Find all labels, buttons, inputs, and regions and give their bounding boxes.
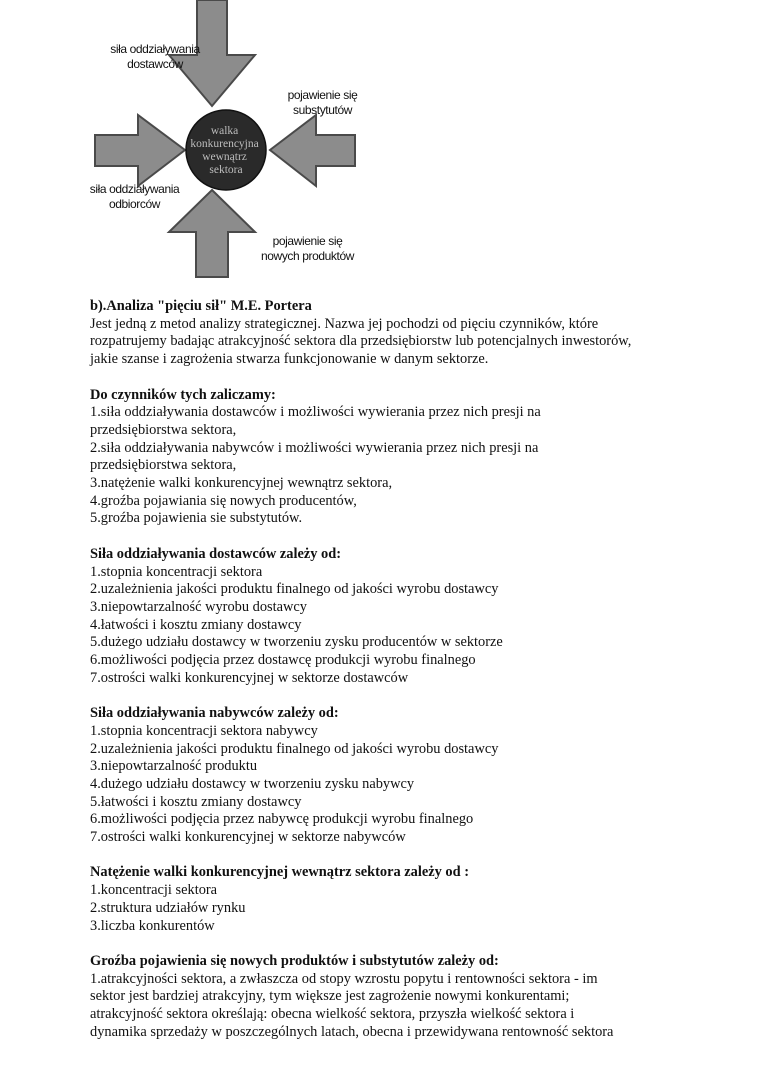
list-item: 2.uzależnienia jakości produktu finalnego od jakości wyrobu dostawcy — [90, 740, 499, 757]
list-item: 6.możliwości podjęcia przez nabywcę produkcji wyrobu finalnego — [90, 811, 474, 828]
center-text-line: walka — [210, 125, 239, 137]
list-item: 1.stopnia koncentracji sektora — [90, 563, 263, 580]
factors-heading: Do czynników tych zaliczamy: — [90, 386, 276, 403]
list-item: 5.groźba pojawienia sie substytutów. — [90, 510, 303, 527]
buyers-heading: Siła oddziaływania nabywców zależy od: — [90, 705, 339, 722]
list-item: 5.łatwości i kosztu zmiany dostawcy — [90, 793, 302, 810]
list-item: 3.niepowtarzalność produktu — [90, 758, 258, 775]
list-item: 7.ostrości walki konkurencyjnej w sektorze nabywców — [90, 829, 406, 846]
list-item: przedsiębiorstwa sektora, — [90, 457, 237, 474]
document-body — [90, 298, 690, 1041]
label-substitutes: pojawienie się substytutów — [287, 88, 358, 117]
rivalry-heading: Natężenie walki konkurencyjnej wewnątrz sektora zależy od : — [90, 864, 470, 881]
paragraph-line: Jest jedną z metod analizy strategicznej. Nazwa jej pochodzi od pięciu czynników, które — [90, 315, 599, 332]
list-item: 2.siła oddziaływania nabywców i możliwości wywierania przez nich presji na — [90, 439, 539, 456]
list-item: 1.siła oddziaływania dostawców i możliwości wywierania przez nich presji na — [90, 404, 541, 421]
list-item: 1.koncentracji sektora — [90, 882, 218, 899]
label-suppliers: siła oddziaływania dostawców — [110, 42, 200, 71]
paragraph-line: jakie szanse i zagrożenia stwarza funkcjonowanie w danym sektorze. — [90, 351, 489, 368]
list-item: 3.niepowtarzalność wyrobu dostawcy — [90, 598, 307, 615]
porter-five-forces-diagram — [80, 0, 380, 285]
list-item: 4.groźba pojawiania się nowych producentów, — [90, 492, 357, 509]
list-item: 1.stopnia koncentracji sektora nabywcy — [90, 722, 318, 739]
threat-heading: Groźba pojawienia się nowych produktów i substytutów zależy od: — [90, 952, 499, 969]
suppliers-heading: Siła oddziaływania dostawców zależy od: — [90, 545, 342, 562]
center-text-line: wewnątrz — [202, 151, 247, 163]
list-item: 7.ostrości walki konkurencyjnej w sektorze dostawców — [90, 669, 409, 686]
arrow-left-icon — [270, 115, 355, 186]
list-item: 6.możliwości podjęcia przez dostawcę produkcji wyrobu finalnego — [90, 652, 476, 669]
paragraph-line: 1.atrakcyjności sektora, a zwłaszcza od stopy wzrostu popytu i rentowności sektora - im — [90, 970, 598, 987]
list-item: 2.struktura udziałów rynku — [90, 899, 246, 916]
section-title: b).Analiza "pięciu sił" M.E. Portera — [90, 298, 312, 314]
paragraph-line: dynamika sprzedaży w poszczególnych latach, obecna i przewidywana rentowność sektora — [90, 1023, 614, 1040]
arrow-right-icon — [95, 115, 185, 186]
paragraph-line: sektor jest bardziej atrakcyjny, tym większe jest zagrożenie nowymi konkurentami; — [90, 988, 570, 1005]
list-item: 3.natężenie walki konkurencyjnej wewnątrz sektora, — [90, 475, 393, 492]
center-circle — [186, 110, 266, 190]
list-item: 4.dużego udziału dostawcy w tworzeniu zysku nabywcy — [90, 775, 415, 792]
paragraph-line: rozpatrujemy badając atrakcyjność sektora dla przedsiębiorstw lub potencjalnych inwestorów, — [90, 333, 632, 350]
label-new-products: pojawienie się nowych produktów — [261, 234, 354, 263]
list-item: 2.uzależnienia jakości produktu finalnego od jakości wyrobu dostawcy — [90, 581, 499, 598]
center-text-line: sektora — [209, 164, 243, 176]
label-buyers: siła oddziaływania odbiorców — [89, 182, 180, 211]
list-item: przedsiębiorstwa sektora, — [90, 421, 237, 438]
paragraph-line: atrakcyjność sektora określają: obecna wielkość sektora, przyszła wielkość sektora i — [90, 1006, 575, 1023]
list-item: 5.dużego udziału dostawcy w tworzeniu zysku producentów w sektorze — [90, 634, 503, 651]
list-item: 3.liczba konkurentów — [90, 917, 215, 934]
center-text-line: konkurencyjna — [190, 138, 259, 150]
list-item: 4.łatwości i kosztu zmiany dostawcy — [90, 616, 302, 633]
